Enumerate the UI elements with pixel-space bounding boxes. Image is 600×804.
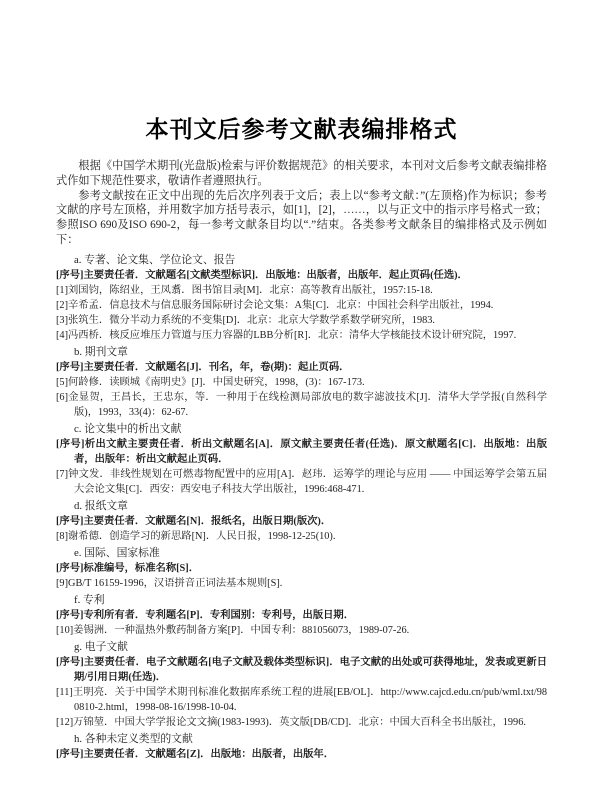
reference-example: [7]钟文发．非线性规划在可燃毒物配置中的应用[A]．赵玮．运筹学的理论与应用 —— 中国运筹学会第五届大会论文集[C]．西安：西安电子科技大学出版社，1996:468-471. xyxy=(56,468,547,495)
reference-example: [6]金显贺，王昌长，王忠东，等．一种用于在线检测局部放电的数字滤波技术[J]．清华大学学报(自然科学版)，1993，33(4)：62-67. xyxy=(56,391,547,418)
reference-example: [3]张筑生．微分半动力系统的不变集[D]．北京：北京大学数学系数学研究所，1983. xyxy=(56,314,435,326)
format-spec-line: [序号]主要责任者．文献题名[J]．刊名，年，卷(期)：起止页码． xyxy=(56,361,350,373)
section-label: h. 各种未定义类型的文献 xyxy=(74,732,193,745)
section-label: d. 报纸文章 xyxy=(74,499,128,512)
document-title: 本刊文后参考文献表编排格式 xyxy=(145,116,458,142)
intro-paragraph-1: 根据《中国学术期刊(光盘版)检索与评价数据规范》的相关要求，本刊对文后参考文献表编排格式作如下规范性要求，敬请作者遵照执行。 xyxy=(56,160,547,187)
page-content xyxy=(56,0,547,762)
section-label: b. 期刊文章 xyxy=(74,345,128,358)
format-spec-line: [序号]专利所有者．专利题名[P]．专利国别：专利号，出版日期． xyxy=(56,609,355,621)
intro-paragraph-2: 参考文献按在正文中出现的先后次序列表于文后；表上以“参考文献：”(左顶格)作为标识；参考文献的序号左顶格，并用数字加方括号表示，如[1]，[2]，……，以与正文中的指示序号格式一致；参照ISO 690及ISO 690-2，每一参考文献条目均以“.”结束。各类参考文献条目的编排格式及示例如下： xyxy=(56,189,547,246)
reference-example: [9]GB/T 16159-1996，汉语拼音正词法基本规则[S]. xyxy=(56,577,283,589)
reference-example: [8]谢希德．创造学习的新思路[N]．人民日报，1998-12-25(10). xyxy=(56,530,336,542)
format-spec-line: [序号]主要责任者．文献题名[N]．报纸名，出版日期(版次)． xyxy=(56,515,332,527)
format-spec-line: [序号]主要责任者．文献题名[文献类型标识]．出版地：出版者，出版年．起止页码(任选)． xyxy=(56,269,468,281)
reference-example: [11]王明亮．关于中国学术期刊标准化数据库系统工程的进展[EB/OL]．http://www.cajcd.edu.cn/pub/wml.txt/980810-2.html，1998-08-16/1998-10-04. xyxy=(56,686,547,713)
section-label: f. 专利 xyxy=(74,593,105,606)
format-spec-line: [序号]主要责任者．文献题名[Z]．出版地：出版者，出版年． xyxy=(56,748,335,760)
section-label: e. 国际、国家标准 xyxy=(74,546,160,559)
reference-example: [12]万锦堃．中国大学学报论文文摘(1983-1993)．英文版[DB/CD]．北京：中国大百科全书出版社，1996. xyxy=(56,716,526,728)
section-label: g. 电子文献 xyxy=(74,640,128,653)
section-label: c. 论文集中的析出文献 xyxy=(74,422,182,435)
format-spec-line: [序号]析出文献主要责任者．析出文献题名[A]．原文献主要责任者(任选)．原文献题名[C]．出版地：出版者，出版年：析出文献起止页码． xyxy=(56,438,547,465)
reference-example: [1]刘国钧，陈绍业，王凤翥．图书馆目录[M]．北京：高等教育出版社，1957:15-18. xyxy=(56,284,433,296)
format-spec-line: [序号]标准编号，标准名称[S]． xyxy=(56,562,200,574)
reference-example: [2]辛希孟．信息技术与信息服务国际研讨会论文集：A集[C]．北京：中国社会科学出版社，1994. xyxy=(56,299,494,311)
reference-example: [5]何龄修．读顾城《南明史》[J]．中国史研究，1998，(3)：167-173. xyxy=(56,376,365,388)
reference-format-sections xyxy=(56,253,547,762)
reference-example: [4]冯西桥．核反应堆压力管道与压力容器的LBB分析[R]．北京：清华大学核能技术设计研究院，1997. xyxy=(56,329,517,341)
reference-example: [10]姜锡洲．一种温热外敷药制备方案[P]．中国专利：881056073，1989-07-26. xyxy=(56,624,410,636)
section-label: a. 专著、论文集、学位论文、报告 xyxy=(74,253,236,266)
format-spec-line: [序号]主要责任者．电子文献题名[电子文献及载体类型标识]．电子文献的出处或可获得地址，发表或更新日期/引用日期(任选)． xyxy=(56,656,547,683)
